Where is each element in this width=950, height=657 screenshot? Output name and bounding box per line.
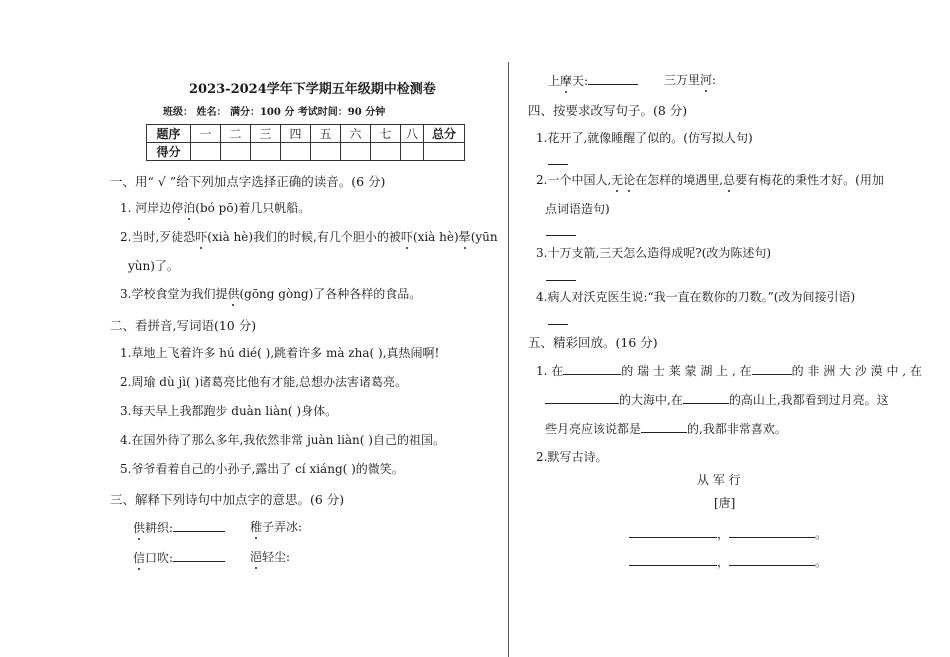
poem-line-2: ， 。 <box>629 553 827 570</box>
section2-q3: 3.每天早上我都跑步 duàn liàn( )身体。 <box>120 404 338 418</box>
score-cell[interactable] <box>251 143 281 161</box>
section4-q4: 4.病人对沃克医生说:“我一直在数你的刀数。”(改为间接引语) <box>536 290 856 304</box>
section4-q2-cont: 点词语造句) <box>545 202 610 216</box>
dotted-char: 总 <box>723 173 736 187</box>
section1-heading: 一、用“ √ ”给下列加点字选择正确的读音。(6 分) <box>110 174 386 189</box>
answer-blank[interactable] <box>629 553 717 566</box>
score-cell[interactable] <box>221 143 251 161</box>
score-table-header-row <box>147 125 465 143</box>
dotted-char: 信 <box>133 551 146 565</box>
section3-item5: 上摩天: <box>548 72 638 89</box>
score-cell[interactable] <box>311 143 341 161</box>
section3-item6: 三万里河: <box>664 73 717 87</box>
score-col-1: 一 <box>191 125 221 143</box>
dotted-char: 供 <box>227 287 240 301</box>
answer-blank[interactable] <box>588 72 638 85</box>
dotted-char: 晕 <box>458 230 471 244</box>
section2-q5: 5.爷爷看着自己的小孙子,露出了 cí xiáng( )的微笑。 <box>120 462 404 476</box>
score-table <box>146 124 465 161</box>
score-table-label-score: 得分 <box>147 143 191 161</box>
answer-line[interactable] <box>548 164 568 165</box>
poem-title: 从 军 行 <box>697 473 741 487</box>
section2-heading: 二、看拼音,写词语(10 分) <box>110 318 257 333</box>
score-col-total: 总分 <box>424 125 465 143</box>
score-col-2: 二 <box>221 125 251 143</box>
section3-item2: 稚子弄冰: <box>250 520 303 534</box>
score-table-label-order: 题序 <box>147 125 191 143</box>
section5-q1-line2: 的大海中,在 的高山上,我都看到过月亮。这 <box>545 391 889 408</box>
dotted-char: 论 <box>623 173 636 187</box>
section3-item4: 浥轻尘: <box>250 550 291 564</box>
score-col-7: 七 <box>371 125 401 143</box>
dotted-char: 稚 <box>250 520 263 534</box>
answer-blank[interactable] <box>173 519 225 532</box>
dotted-char: 浥 <box>250 550 263 564</box>
section1-q2-cont: yùn)了。 <box>128 259 179 273</box>
answer-blank[interactable] <box>641 420 687 433</box>
score-col-3: 三 <box>251 125 281 143</box>
section4-q3: 3.十万支箭,三天怎么造得成呢?(改为陈述句) <box>536 246 772 260</box>
section2-q4: 4.在国外待了那么多年,我依然非常 juàn liàn( )自己的祖国。 <box>120 433 445 447</box>
section1-q1: 1. 河岸边停泊(bó pō)着几只帆船。 <box>120 201 311 215</box>
dotted-char: 吓 <box>400 230 413 244</box>
answer-blank[interactable] <box>729 525 815 538</box>
answer-blank[interactable] <box>683 391 729 404</box>
dotted-char: 河 <box>700 73 713 87</box>
answer-blank[interactable] <box>545 391 619 404</box>
exam-info-line: 班级： 姓名： 满分：100 分 考试时间：90 分钟 <box>163 107 386 118</box>
answer-blank[interactable] <box>752 362 792 375</box>
dotted-char: 无 <box>611 173 624 187</box>
score-col-6: 六 <box>341 125 371 143</box>
section4-q2: 2.一个中国人,无论在怎样的境遇里,总要有梅花的秉性才好。(用加 <box>536 173 884 187</box>
answer-line[interactable] <box>546 235 576 236</box>
score-cell[interactable] <box>341 143 371 161</box>
answer-blank[interactable] <box>173 549 225 562</box>
score-col-5: 五 <box>311 125 341 143</box>
score-col-4: 四 <box>281 125 311 143</box>
answer-line[interactable] <box>548 324 568 325</box>
dotted-char: 泊 <box>183 201 196 215</box>
poem-line-1: ， 。 <box>629 525 827 542</box>
answer-blank[interactable] <box>729 553 815 566</box>
section5-q1-line1: 1. 在 的 瑞 士 莱 蒙 湖 上 , 在 的 非 洲 大 沙 漠 中 , 在 <box>536 364 922 378</box>
section5-heading: 五、精彩回放。(16 分) <box>528 335 658 350</box>
answer-blank[interactable] <box>629 525 717 538</box>
section1-q2: 2.当时,歹徒恐吓(xià hè)我们的时候,有几个胆小的被吓(xià hè)晕(yūn <box>120 230 498 244</box>
score-cell[interactable] <box>371 143 401 161</box>
answer-line[interactable] <box>546 280 576 281</box>
answer-blank[interactable] <box>563 362 621 375</box>
section3-item1: 供耕织: <box>133 519 225 536</box>
section4-q1: 1.花开了,就像睡醒了似的。(仿写拟人句) <box>536 131 753 145</box>
exam-title: 2023-2024学年下学期五年级期中检测卷 <box>189 82 436 97</box>
dotted-char: 吓 <box>195 230 208 244</box>
section5-q1-line3: 些月亮应该说都是 的,我都非常喜欢。 <box>545 422 787 436</box>
score-col-8: 八 <box>401 125 424 143</box>
score-table-score-row <box>147 143 465 161</box>
dotted-char: 摩 <box>560 74 573 88</box>
score-cell[interactable] <box>191 143 221 161</box>
section5-q2: 2.默写古诗。 <box>536 450 608 464</box>
dotted-char: 供 <box>133 521 146 535</box>
section4-heading: 四、按要求改写句子。(8 分) <box>528 103 688 118</box>
section3-heading: 三、解释下列诗句中加点字的意思。(6 分) <box>110 492 345 507</box>
score-cell[interactable] <box>401 143 424 161</box>
column-divider <box>508 62 509 657</box>
section2-q1: 1.草地上飞着许多 hú dié( ),跳着许多 mà zha( ),真热闹啊! <box>120 346 440 360</box>
poem-dynasty: [唐] <box>714 496 736 510</box>
section1-q3: 3.学校食堂为我们提供(gōng gòng)了各种各样的食品。 <box>120 287 422 301</box>
section2-q2: 2.周瑜 dù jì( )诸葛亮比他有才能,总想办法害诸葛亮。 <box>120 375 408 389</box>
section3-item3: 信口吹: <box>133 549 225 566</box>
score-cell[interactable] <box>281 143 311 161</box>
score-cell[interactable] <box>424 143 465 161</box>
